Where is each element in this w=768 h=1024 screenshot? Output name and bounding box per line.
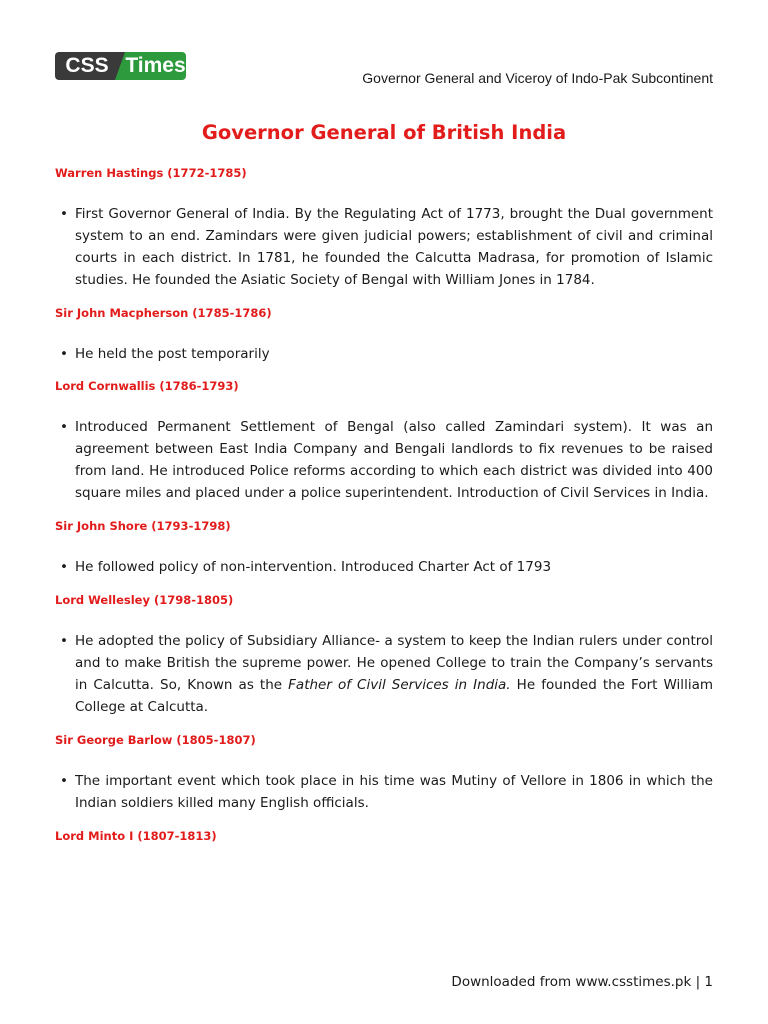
section-heading-john-shore: Sir John Shore (1793-1798) bbox=[55, 519, 231, 533]
bullet-text: Introduced Permanent Settlement of Bengal (also called Zamindari system). It was an agreement between East India Company and Bengali landlords to fix revenues to be raised from land. He introduced Police reforms according to which each district was divided into 400 square miles and placed under a police superintendent. Introduction of Civil Services in India. bbox=[75, 419, 713, 501]
bullet-icon: • bbox=[60, 773, 68, 789]
section-heading-minto: Lord Minto I (1807-1813) bbox=[55, 829, 217, 843]
bullet-text: First Governor General of India. By the Regulating Act of 1773, brought the Dual government system to an end. Zamindars were given judicial powers; establishment of civil and criminal courts in each district. In 1781, he founded the Calcutta Madrasa, for promotion of Islamic studies. He founded the Asiatic Society of Bengal with William Jones in 1784. bbox=[75, 206, 713, 288]
bullet-text-emphasis: Father of Civil Services in India. bbox=[288, 677, 511, 693]
section-heading-warren-hastings: Warren Hastings (1772-1785) bbox=[55, 166, 247, 180]
section-heading-george-barlow: Sir George Barlow (1805-1807) bbox=[55, 733, 256, 747]
list-item bbox=[55, 343, 713, 365]
bullet-icon: • bbox=[60, 633, 68, 649]
logo-slash bbox=[115, 52, 125, 80]
list-item bbox=[55, 556, 713, 578]
section-heading-john-macpherson: Sir John Macpherson (1785-1786) bbox=[55, 306, 272, 320]
bullet-icon: • bbox=[60, 206, 68, 222]
list-item bbox=[55, 203, 713, 291]
page-title: Governor General of British India bbox=[201, 121, 567, 144]
list-item bbox=[55, 630, 713, 718]
page-footer: Downloaded from www.csstimes.pk | 1 bbox=[451, 974, 713, 990]
bullet-text-part: He founded the Fort William College at Calcutta. bbox=[75, 677, 713, 715]
document-body bbox=[55, 165, 713, 844]
bullet-icon: • bbox=[60, 419, 68, 435]
running-header: Governor General and Viceroy of Indo-Pak Subcontinent bbox=[362, 70, 713, 86]
bullet-text bbox=[75, 630, 713, 718]
csstimes-logo bbox=[55, 52, 186, 80]
bullet-icon: • bbox=[60, 559, 68, 575]
section-heading-wellesley: Lord Wellesley (1798-1805) bbox=[55, 593, 234, 607]
logo-css-text: CSS bbox=[55, 52, 115, 80]
logo-times-text: Times bbox=[125, 52, 186, 80]
bullet-text: The important event which took place in his time was Mutiny of Vellore in 1806 in which the Indian soldiers killed many English officials. bbox=[75, 773, 713, 811]
bullet-text: He held the post temporarily bbox=[75, 346, 270, 362]
list-item bbox=[55, 416, 713, 504]
list-item bbox=[55, 770, 713, 814]
section-heading-cornwallis: Lord Cornwallis (1786-1793) bbox=[55, 379, 239, 393]
bullet-text: He followed policy of non-intervention. Introduced Charter Act of 1793 bbox=[75, 559, 552, 575]
bullet-icon: • bbox=[60, 346, 68, 362]
bullet-text-part: He adopted the policy of Subsidiary Alliance- a system to keep the Indian rulers under control and to make British the supreme power. He opened College to train the Company’s servants in Calcutta. So, Known as the bbox=[75, 633, 713, 693]
